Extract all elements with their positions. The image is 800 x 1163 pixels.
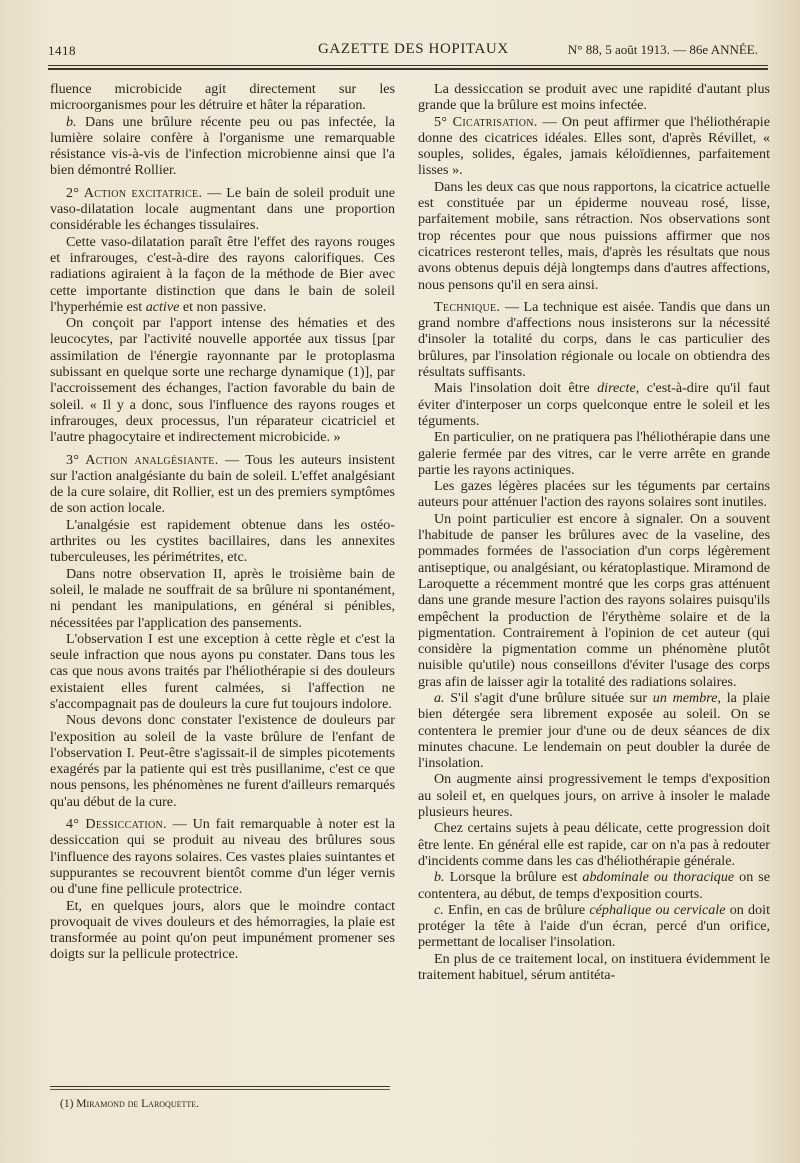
- paragraph: [50, 816, 395, 897]
- paragraph: [50, 898, 395, 963]
- paragraph-text: Et, en quelques jours, alors que le moindre contact provoquait de vives douleurs et des hémorragies, la plaie est transformée au point qu'on peut impunément promener ses doigts sur la pellicule protectrice.: [50, 897, 395, 963]
- paragraph-text: L'observation I est une exception à cette règle et c'est la seule infraction que nous ayons pu constater. Dans tous les cas que nous avons traités par l'héliothérapie si des douleurs existaient elles furent calmées, si l'affection ne s'accompagnait pas de douleurs la cure fut toujours indolore.: [50, 630, 395, 712]
- paragraph-text: Dans une brûlure récente peu ou pas infectée, la lumière solaire confère à l'organisme une remarquable résistance vis-à-vis de l'infection microbienne ainsi que l'a bien démontré Rollier.: [50, 113, 395, 179]
- footnote: [60, 1098, 199, 1110]
- paragraph-text: En plus de ce traitement local, on instituera évidemment le traitement habituel, sérum antitéta-: [418, 950, 770, 984]
- paragraph-text: — On peut affirmer que l'héliothérapie donne des cicatrices idéales. Elles sont, d'après Révillet, « souples, solides, égales, jamais kéloïdiennes, parfaitement lisses ».: [418, 113, 770, 179]
- header-rule-thick: [48, 68, 768, 70]
- paragraph-text: Chez certains sujets à peau délicate, cette progression doit être lente. En général elle est rapide, car on n'a pas à redouter d'incidents comme dans les cas d'héliothérapie générale.: [418, 820, 770, 869]
- emphasis: directe: [597, 380, 636, 397]
- paragraph-marker: b.: [66, 113, 77, 130]
- paragraph-text: — Le bain de soleil produit une vaso-dilatation locale augmentant dans une proportion considérable les échanges tissulaires.: [50, 184, 395, 234]
- right-column: [418, 81, 770, 983]
- paragraph: [418, 380, 770, 429]
- paragraph-text: On conçoit par l'apport intense des hématies et des leucocytes, par l'activité nouvelle apportée aux tissus [par assimilation de l'énergie rayonnante par le protoplasma subissant en quelque sorte une recharge dynamique (1)], par l'accroissement des échanges, l'action favorable du bain de soleil. « Il y a donc, sous l'influence des rayons rouges et infrarouges, deux processus, l'un réparateur cicatriciel et l'autre phagocytaire et indirectement microbicide. »: [50, 315, 395, 446]
- section-heading: 2° Action excitatrice.: [66, 184, 203, 201]
- paragraph: [50, 81, 395, 114]
- page-header: [48, 40, 784, 62]
- paragraph-text: S'il s'agit d'une brûlure située sur: [444, 689, 653, 706]
- paragraph: [418, 478, 770, 511]
- paragraph: [50, 712, 395, 810]
- paragraph-text: Dans notre observation II, après le troisième bain de soleil, le malade ne souffrait de sa brûlure ni spontanément, ni pendant les manipulations, en général si pénibles, nécessitées par l'application des pansements.: [50, 565, 395, 631]
- paragraph-text: L'analgésie est rapidement obtenue dans les ostéo-arthrites ou les cystites bacillaires, dans les annexites tuberculeuses, les périmétrites, etc.: [50, 516, 395, 566]
- section-heading: 3° Action analgésiante.: [66, 451, 219, 468]
- paragraph-text: Un point particulier est encore à signaler. On a souvent l'habitude de panser les brûlures avec de la vaseline, des pommades formées de l'association d'un corps légèrement antiseptique, ou analgésiant, ou kératoplastique. Miramond de Laroquette a récemment montré que les corps gras atténuent dans une grande mesure l'action des rayons solaires puisqu'ils empêchent la production de l'érythème solaire et de la pigmentation. Contrairement à l'opinion de cet auteur (qui considère la pigmentation comme un phénomène plutôt nuisible qu'utile) nous conseillons d'éviter l'usage des corps gras afin de laisser agir la totalité des radiations solaires.: [418, 510, 770, 690]
- issue-info: N° 88, 5 août 1913. — 86e ANNÉE.: [567, 42, 758, 57]
- paragraph: [50, 517, 395, 566]
- paragraph-text: Dans les deux cas que nous rapportons, la cicatrice actuelle est constituée par un épiderme nouveau rosé, lisse, parfaitement mobile, sans rétraction. Nos observations sont trop récentes pour que nous puissions affirmer que nos cicatrices resteront telles, mais, d'après les résultats que nous avons obtenus depuis déjà longtemps dans d'autres affections, nous pensons qu'il en sera ainsi.: [418, 178, 770, 293]
- paragraph-text-tail: on se contentera, au début, de temps d'exposition courts.: [418, 869, 771, 902]
- paragraph: [418, 299, 770, 380]
- paragraph: [50, 185, 395, 234]
- paragraph-text: Les gazes légères placées sur les téguments par certains auteurs pour atténuer l'action des rayons solaires sont inutiles.: [418, 478, 770, 511]
- paragraph-text: La dessiccation se produit avec une rapidité d'autant plus grande que la brûlure est moins infectée.: [418, 81, 770, 114]
- section-heading: 4° Dessiccation.: [66, 816, 167, 833]
- paragraph-text: fluence microbicide agit directement sur les microorganismes pour les détruire et hâter la réparation.: [50, 81, 395, 114]
- paragraph: [50, 566, 395, 631]
- paragraph-text: Enfin, en cas de brûlure: [443, 901, 590, 918]
- emphasis: un membre: [652, 689, 718, 706]
- emphasis: abdominale ou thoracique: [582, 869, 735, 886]
- paragraph-marker: c.: [434, 901, 444, 918]
- paragraph-text-tail: , la plaie bien détergée sera librement exposée au soleil. On se contentera le premier jour d'une ou de deux séances de dix minutes chacune. Le lendemain on peut doubler la durée de l'insolation.: [418, 689, 771, 772]
- paragraph: [50, 315, 395, 445]
- paragraph: [418, 114, 770, 179]
- paragraph-text: — Tous les auteurs insistent sur l'action analgésiante du bain de soleil. L'effet analgésiant de la cure solaire, dit Rollier, est un des premiers symptômes de son action locale.: [50, 451, 395, 517]
- paragraph: [418, 511, 770, 690]
- page-number: 1418: [48, 43, 76, 58]
- paragraph: [418, 869, 770, 902]
- paragraph-text: — La technique est aisée. Tandis que dans un grand nombre d'affections nous insisterons sur la nécessité d'insoler la totalité du corps, dans le cas particulier des brûlures, par l'insolation régionale ou locale on obtiendra des résultats suffisants.: [418, 298, 770, 381]
- paragraph: [418, 820, 770, 869]
- paragraph-marker: a.: [434, 689, 445, 706]
- paragraph: [50, 452, 395, 517]
- paragraph-text-tail: et non passive.: [179, 298, 267, 315]
- paragraph: [418, 690, 770, 771]
- paragraph: [418, 902, 770, 951]
- header-rule: [48, 65, 768, 66]
- paragraph-text: Nous devons donc constater l'existence de douleurs par l'exposition au soleil de la vaste brûlure de l'enfant de l'observation I. Peut-être s'agissait-il de simples picotements exagérés par la patiente qui est très pusillanime, c'est ce que nous pensons, les phénomènes ne furent d'ailleurs remarqués qu'au début de la cure.: [50, 712, 395, 810]
- paragraph-text: Cette vaso-dilatation paraît être l'effet des rayons rouges et infrarouges, c'est-à-dire des rayons calorifiques. Ces radiations agiraient à la façon de la méthode de Bier avec cette importante distinction que dans le bain de soleil l'hyperhémie est: [50, 233, 395, 315]
- emphasis: céphalique ou cervicale: [589, 901, 726, 918]
- paragraph-text-tail: on doit protéger la tête à l'aide d'un écran, percé d'un orifice, permettant de localiser l'insolation.: [418, 901, 770, 951]
- paragraph: [50, 114, 395, 179]
- paragraph: [418, 81, 770, 114]
- paragraph: [418, 771, 770, 820]
- paragraph-text-tail: , c'est-à-dire qu'il faut éviter d'interposer un corps quelconque entre le soleil et les téguments.: [418, 380, 770, 429]
- paragraph-text: Lorsque la brûlure est: [444, 869, 583, 886]
- section-heading: 5° Cicatrisation.: [434, 113, 538, 130]
- footnote-rule-2: [50, 1089, 390, 1090]
- paragraph: [418, 951, 770, 984]
- paragraph-text: — Un fait remarquable à noter est la dessiccation qui se produit au niveau des brûlures sous l'influence des rayons solaires. Ces vastes plaies suintantes et suppurantes se recouvrent bientôt comme d'un léger vernis ou d'une fine pellicule protectrice.: [50, 816, 396, 898]
- section-heading: Technique.: [434, 298, 501, 315]
- paragraph-text: Mais l'insolation doit être: [434, 380, 598, 397]
- paragraph-marker: b.: [434, 869, 445, 886]
- paragraph: [50, 234, 395, 315]
- left-column: [50, 81, 395, 963]
- paragraph: [418, 179, 770, 293]
- paragraph-text: En particulier, on ne pratiquera pas l'héliothérapie dans une galerie fermée par des vitres, car le verre arrête en grande partie les rayons actiniques.: [418, 429, 770, 478]
- footnote-text: (1) Miramond de Laroquette.: [60, 1098, 200, 1110]
- paragraph: [418, 429, 770, 478]
- paragraph: [50, 631, 395, 712]
- emphasis: active: [145, 298, 180, 315]
- paragraph-text: On augmente ainsi progressivement le temps d'exposition au soleil et, en quelques jours, on arrive à insoler le malade plusieurs heures.: [418, 771, 770, 821]
- journal-title: GAZETTE DES HOPITAUX: [318, 41, 509, 57]
- footnote-rule: [50, 1086, 390, 1087]
